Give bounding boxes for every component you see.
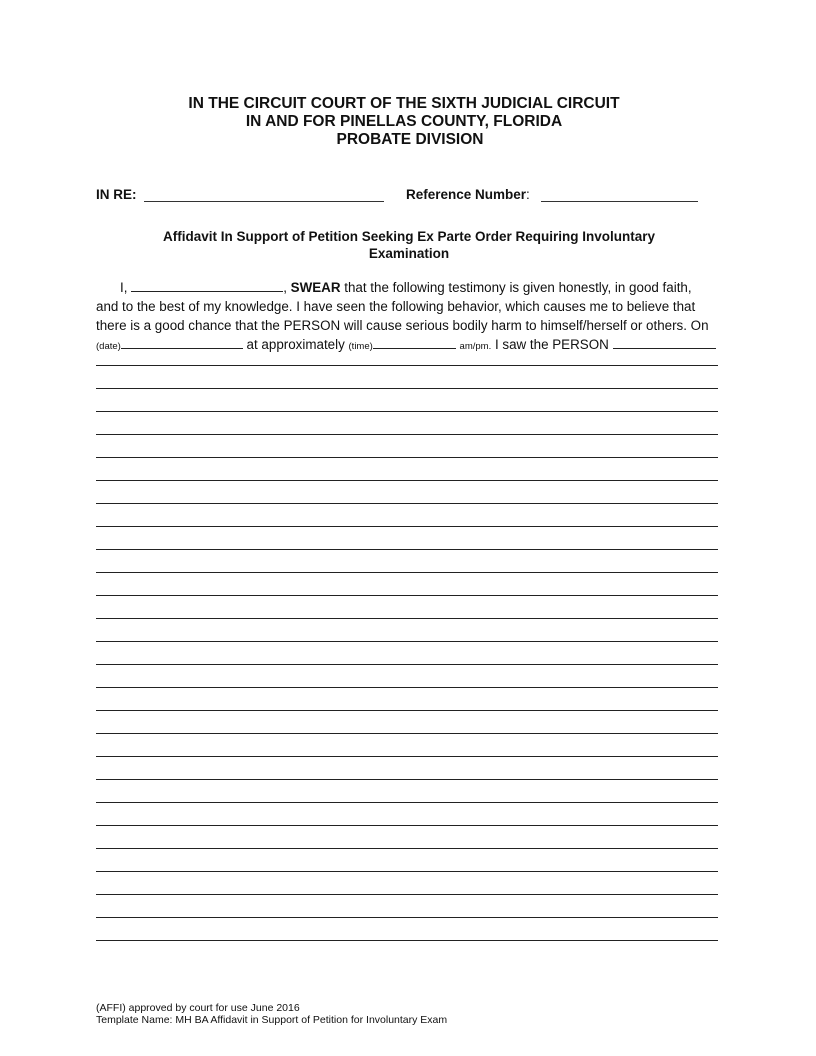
- description-line[interactable]: [96, 664, 718, 665]
- description-line[interactable]: [96, 434, 718, 435]
- statement-row-3: there is a good chance that the PERSON will cause serious bodily harm to himself/herself or others. On: [96, 318, 709, 333]
- description-line[interactable]: [96, 687, 718, 688]
- description-line[interactable]: [96, 848, 718, 849]
- description-line[interactable]: [96, 710, 718, 711]
- affidavit-title-line-1: Affidavit In Support of Petition Seeking Ex Parte Order Requiring Involuntary: [162, 229, 656, 244]
- description-line[interactable]: [96, 756, 718, 757]
- in-re-field[interactable]: [144, 201, 384, 202]
- description-line[interactable]: [96, 917, 718, 918]
- description-line[interactable]: [96, 871, 718, 872]
- date-field[interactable]: [121, 335, 243, 349]
- statement-row-1: I, , SWEAR that the following testimony is given honestly, in good faith,: [120, 280, 692, 295]
- statement-row-2: and to the best of my knowledge. I have seen the following behavior, which causes me to believe that: [96, 299, 696, 314]
- court-header-line-3: PROBATE DIVISION: [336, 131, 484, 148]
- reference-number-field[interactable]: [541, 201, 698, 202]
- description-line[interactable]: [96, 480, 718, 481]
- description-line[interactable]: [96, 733, 718, 734]
- form-footer: [96, 1002, 447, 1026]
- affidavit-title-line-2: Examination: [368, 246, 450, 261]
- affidavit-statement: [96, 278, 720, 354]
- affidavit-title: [0, 228, 816, 262]
- in-re-label: IN RE:: [96, 187, 137, 202]
- person-description-field[interactable]: [613, 335, 716, 349]
- description-line[interactable]: [96, 388, 718, 389]
- description-line[interactable]: [96, 595, 718, 596]
- description-line[interactable]: [96, 411, 718, 412]
- description-line[interactable]: [96, 526, 718, 527]
- case-info-row: [96, 187, 736, 205]
- statement-row-4: (date) at approximately (time) am/pm. I saw the PERSON: [96, 335, 720, 354]
- description-line[interactable]: [96, 802, 718, 803]
- description-line[interactable]: [96, 779, 718, 780]
- affiant-name-field[interactable]: [131, 278, 283, 292]
- approval-note: (AFFI) approved by court for use June 2016: [96, 1002, 300, 1014]
- am-pm-label: am/pm.: [459, 341, 492, 352]
- time-field[interactable]: [373, 335, 456, 349]
- description-line[interactable]: [96, 503, 718, 504]
- description-line[interactable]: [96, 572, 718, 573]
- description-line[interactable]: [96, 825, 718, 826]
- date-label: (date): [96, 341, 121, 352]
- description-line[interactable]: [96, 940, 718, 941]
- court-header: [0, 95, 816, 149]
- description-line[interactable]: [96, 365, 718, 366]
- description-line[interactable]: [96, 618, 718, 619]
- court-header-line-1: IN THE CIRCUIT COURT OF THE SIXTH JUDICIAL CIRCUIT: [188, 95, 620, 112]
- description-line[interactable]: [96, 641, 718, 642]
- description-line[interactable]: [96, 894, 718, 895]
- description-line[interactable]: [96, 549, 718, 550]
- court-header-line-2: IN AND FOR PINELLAS COUNTY, FLORIDA: [245, 113, 563, 130]
- reference-number-label: Reference Number:: [406, 187, 530, 202]
- description-line[interactable]: [96, 457, 718, 458]
- time-label: (time): [348, 341, 373, 352]
- swear-text: SWEAR: [290, 280, 341, 295]
- template-name: Template Name: MH BA Affidavit in Support of Petition for Involuntary Exam: [96, 1014, 448, 1026]
